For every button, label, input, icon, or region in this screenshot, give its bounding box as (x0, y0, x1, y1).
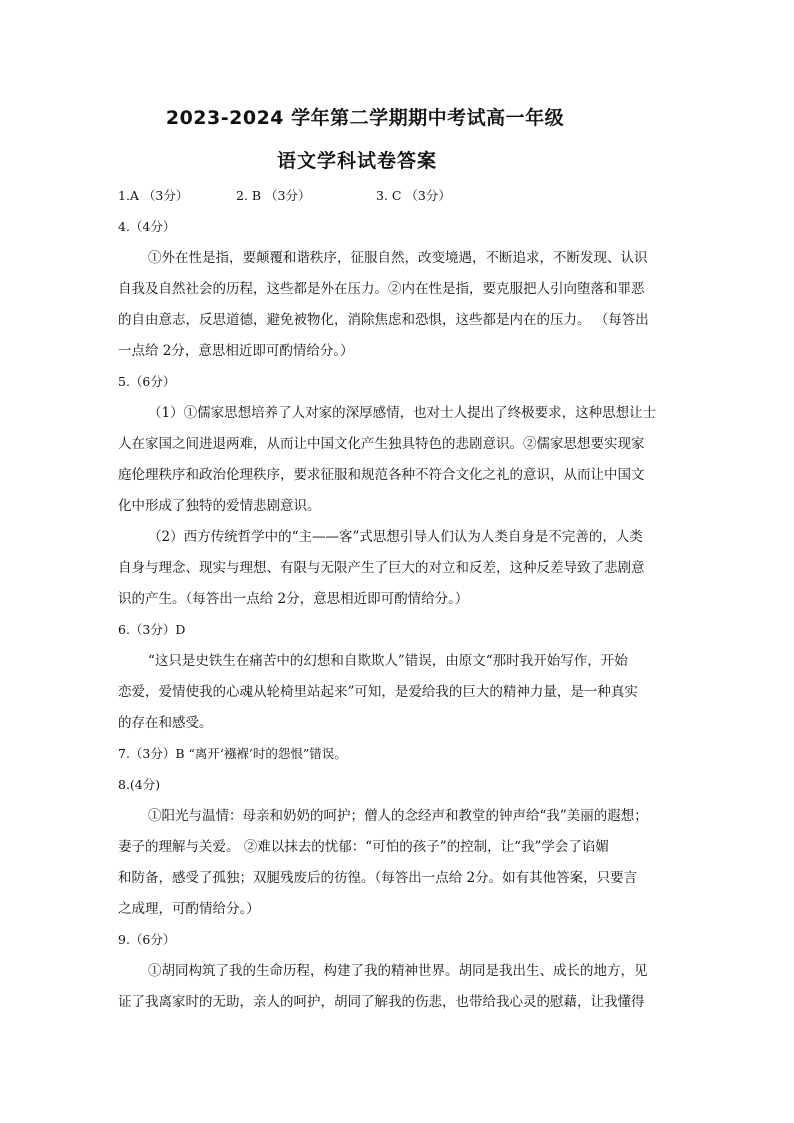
answer-line: 妻子的理解与关爱。 ②难以抹去的忧郁：“可怕的孩子”的控制，让“我”学会了谄媚 (118, 839, 609, 855)
answer-line: ①阳光与温情：母亲和奶奶的呵护；僧人的念经声和教堂的钟声给“我”美丽的遐想； (148, 808, 648, 824)
answer-line: 自身与理念、现实与理想、有限与无限产生了巨大的对立和反差，这种反差导致了悲剧意 (118, 560, 645, 576)
answer-line: （1）①儒家思想培养了人对家的深厚感情，也对士人提出了终极要求，这种思想让士 (148, 405, 657, 421)
answer-line: 证了我离家时的无助，亲人的呵护，胡同了解我的伤悲，也带给我心灵的慰藉，让我懂得 (118, 994, 645, 1010)
answer-line: 自我及自然社会的历程，这些都是外在压力。②内在性是指，要克服把人引向堕落和罪恶 (118, 281, 645, 297)
answer-line: 恋爱，爱情使我的心魂从轮椅里站起来”可知，是爱给我的巨大的精神力量，是一种真实 (118, 684, 638, 700)
answer-line: “这只是史铁生在痛苦中的幻想和自欺欺人”错误，由原文“那时我开始写作，开始 (148, 653, 628, 669)
answer-line: 识的产生。（每答出一点给 2分，意思相近即可酌情给分。） (118, 591, 469, 607)
answer-3: 3. C （3分） (376, 188, 451, 203)
answer-line: ①外在性是指，要颠覆和谐秩序，征服自然，改变境遇，不断追求，不断发现、认识 (148, 250, 648, 266)
answer-1: 1.A （3分） (118, 188, 189, 203)
question-heading: 6.（3分）D (118, 622, 186, 637)
answer-line: 庭伦理秩序和政治伦理秩序，要求征服和规范各种不符合文化之礼的意识，从而让中国文 (118, 467, 645, 483)
answer-line: 的自由意志，反思道德，避免被物化，消除焦虑和恐惧，这些都是内在的压力。 （每答出 (118, 312, 649, 328)
question-heading: 4.（4分） (118, 219, 176, 234)
question-heading: 9.（6分） (118, 932, 176, 947)
answer-line: ①胡同构筑了我的生命历程，构建了我的精神世界。胡同是我出生、成长的地方，见 (148, 963, 648, 979)
answer-body (118, 186, 684, 1023)
answer-line: 之成理，可酌情给分。） (118, 901, 260, 917)
answer-line: 的存在和感受。 (118, 715, 213, 731)
question-heading: 5.（6分） (118, 374, 176, 389)
document-subtitle: 语文学科试卷答案 (276, 150, 437, 172)
answers-1-3 (118, 186, 684, 217)
answer-2: 2. B （3分） (236, 188, 311, 203)
answer-line: 化中形成了独特的爱情悲剧意识。 (118, 498, 321, 514)
answer-line: （2）西方传统哲学中的“主——客”式思想引导人们认为人类自身是不完善的，人类 (148, 529, 643, 545)
document-title: 2023-2024 学年第二学期期中考试高一年级 (165, 107, 565, 129)
question-heading: 8.(4分) (118, 777, 161, 792)
answer-line: 一点给 2分，意思相近即可酌情给分。） (118, 343, 354, 359)
answer-line: 人在家国之间进退两难，从而让中国文化产生独具特色的悲剧意识。②儒家思想要实现家 (118, 436, 645, 452)
answer-line: 和防备，感受了孤独；双腿残废后的彷徨。（每答出一点给 2分。如有其他答案，只要言 (118, 870, 638, 886)
question-heading: 7.（3分）B “离开‘襁褓’时的怨恨”错误。 (118, 746, 347, 761)
